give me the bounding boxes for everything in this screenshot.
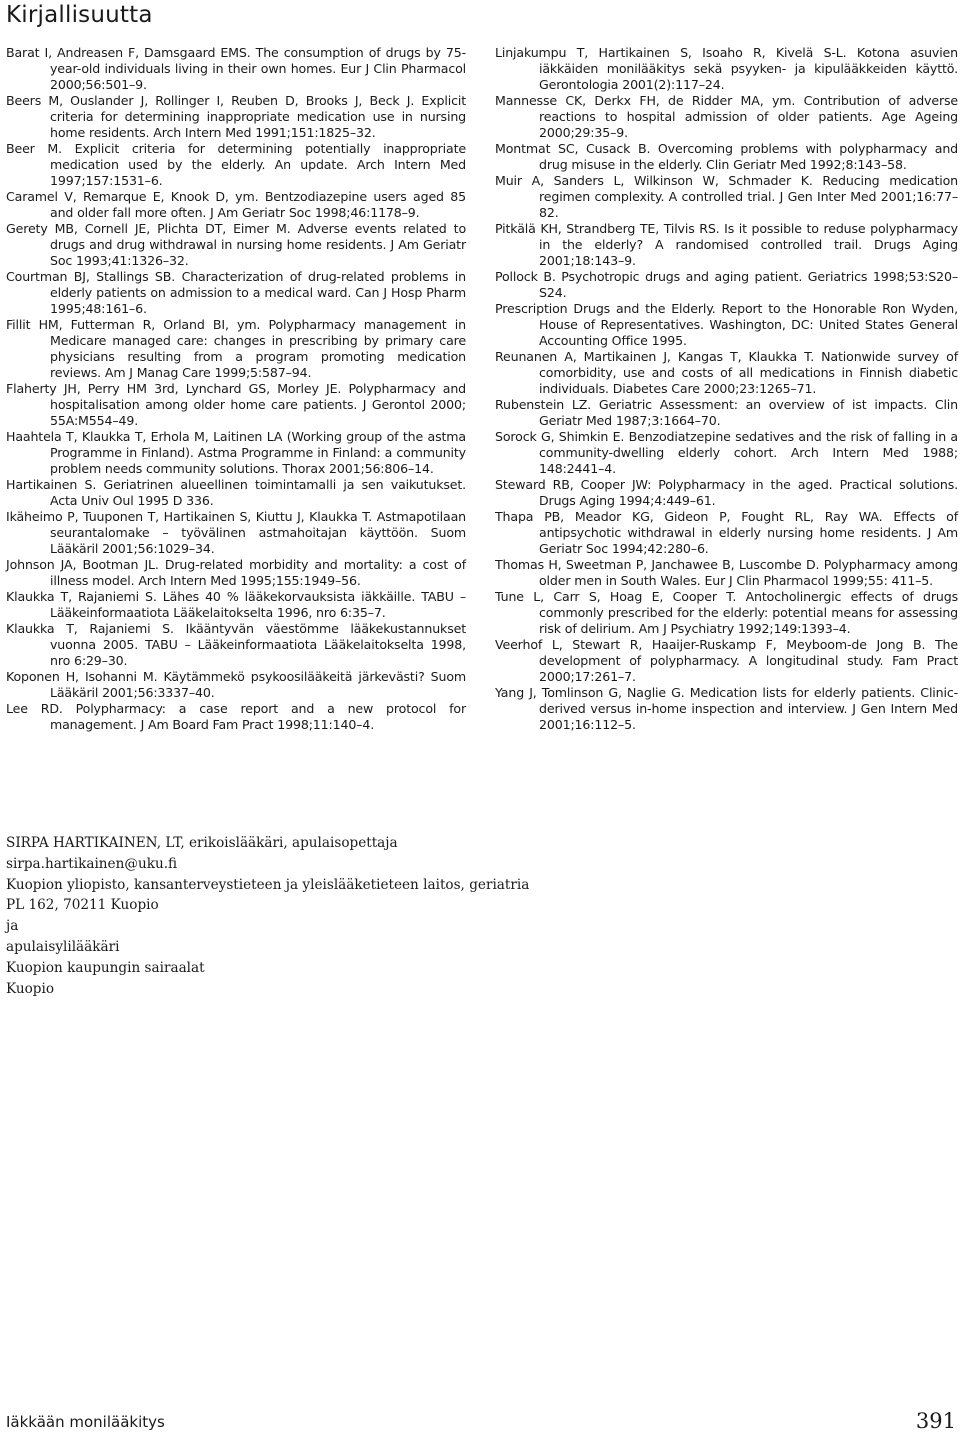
reference-item: Sorock G, Shimkin E. Benzodiatzepine sedatives and the risk of falling in a community-dwelling elderly cohort. Arch Intern Med 1988; 148:2441–4. [495, 429, 958, 476]
page-title: Kirjallisuutta [6, 2, 153, 28]
reference-item: Lee RD. Polypharmacy: a case report and a new protocol for management. J Am Board Fam Pract 1998;11:140–4. [6, 701, 466, 732]
reference-item: Courtman BJ, Stallings SB. Characterization of drug-related problems in elderly patients on admission to a medical ward. Can J Hosp Pharm 1995;48:161–6. [6, 269, 466, 316]
reference-item: Beers M, Ouslander J, Rollinger I, Reuben D, Brooks J, Beck J. Explicit criteria for determining inappropriate medication use in nursing home residents. Arch Intern Med 1991;151:1825–32. [6, 93, 466, 140]
reference-item: Mannesse CK, Derkx FH, de Ridder MA, ym. Contribution of adverse reactions to hospital admission of older patients. Age Ageing 2000;29:35–9. [495, 93, 958, 140]
reference-item: Haahtela T, Klaukka T, Erhola M, Laitinen LA (Working group of the astma Programme in Finland). Astma Programme in Finland: a community problem needs community solutions. Thorax 2001;56:806–14. [6, 429, 466, 476]
author-workplace: Kuopion kaupungin sairaalat [6, 959, 205, 976]
reference-item: Fillit HM, Futterman R, Orland BI, ym. Polypharmacy management in Medicare managed care: changes in prescribing by primary care physicians resulting from a program promoting medication reviews. Am J Manag Care 1999;5:587–94. [6, 317, 466, 380]
reference-item: Yang J, Tomlinson G, Naglie G. Medication lists for elderly patients. Clinic-derived versus in-home inspection and interview. J Gen Intern Med 2001;16:112–5. [495, 685, 958, 732]
reference-item: Ikäheimo P, Tuuponen T, Hartikainen S, Kiuttu J, Klaukka T. Astmapotilaan seurantalomake – työvälinen astmahoitajan käyttöön. Suom Lääkäril 2001;56:1029–34. [6, 509, 466, 556]
reference-item: Veerhof L, Stewart R, Haaijer-Ruskamp F, Meyboom-de Jong B. The development of polypharmacy. A longitudinal study. Fam Pract 2000;17:261–7. [495, 637, 958, 684]
reference-item: Tune L, Carr S, Hoag E, Cooper T. Antocholinergic effects of drugs commonly prescribed for the elderly: potential means for assessing risk of delirium. Am J Psychiatry 1992;149:1393–4. [495, 589, 958, 636]
author-city: Kuopio [6, 980, 55, 997]
references-right-column [495, 45, 958, 733]
reference-item: Muir A, Sanders L, Wilkinson W, Schmader K. Reducing medication regimen complexity. A controlled trial. J Gen Inter Med 2001;16:77–82. [495, 173, 958, 220]
reference-item: Prescription Drugs and the Elderly. Report to the Honorable Ron Wyden, House of Representatives. Washington, DC: United States General Accounting Office 1995. [495, 301, 958, 348]
page-number: 391 [915, 1409, 956, 1433]
reference-item: Pitkälä KH, Strandberg TE, Tilvis RS. Is it possible to reduse polypharmacy in the elderly? A randomised controlled trail. Drugs Aging 2001;18:143–9. [495, 221, 958, 268]
reference-item: Linjakumpu T, Hartikainen S, Isoaho R, Kivelä S-L. Kotona asuvien iäkkäiden monilääkitys sekä psyyken- ja kipulääkkeiden käyttö. Gerontologia 2001(2):117–24. [495, 45, 958, 92]
reference-item: Hartikainen S. Geriatrinen alueellinen toimintamalli ja sen vaikutukset. Acta Univ Oul 1995 D 336. [6, 477, 466, 508]
reference-item: Steward RB, Cooper JW: Polypharmacy in the aged. Practical solutions. Drugs Aging 1994;4:449–61. [495, 477, 958, 508]
reference-item: Montmat SC, Cusack B. Overcoming problems with polypharmacy and drug misuse in the elderly. Clin Geriatr Med 1992;8:143–58. [495, 141, 958, 172]
author-name: SIRPA HARTIKAINEN, LT, erikoislääkäri, apulaisopettaja [6, 835, 398, 851]
reference-item: Rubenstein LZ. Geriatric Assessment: an overview of ist impacts. Clin Geriatr Med 1987;3:1664–70. [495, 397, 958, 428]
reference-item: Beer M. Explicit criteria for determining potentially inappropriate medication used by the elderly. An update. Arch Intern Med 1997;157:1531–6. [6, 141, 466, 188]
author-address: PL 162, 70211 Kuopio [6, 897, 159, 914]
author-role: apulaisylilääkäri [6, 938, 120, 955]
running-footer-title: Iäkkään monilääkitys [6, 1413, 165, 1431]
reference-item: Thapa PB, Meador KG, Gideon P, Fought RL, Ray WA. Effects of antipsychotic withdrawal in elderly nursing home residents. J Am Geriatr Soc 1994;42:280–6. [495, 509, 958, 556]
reference-item: Thomas H, Sweetman P, Janchawee B, Luscombe D. Polypharmacy among older men in South Wales. Eur J Clin Pharmacol 1999;55: 411–5. [495, 557, 958, 588]
reference-item: Gerety MB, Cornell JE, Plichta DT, Eimer M. Adverse events related to drugs and drug withdrawal in nursing home residents. J Am Geriatr Soc 1993;41:1326–32. [6, 221, 466, 268]
author-info [6, 833, 566, 999]
reference-item: Koponen H, Isohanni M. Käytämmekö psykoosilääkeitä järkevästi? Suom Lääkäril 2001;56:3337–40. [6, 669, 466, 700]
reference-item: Klaukka T, Rajaniemi S. Ikääntyvän väestömme lääkekustannukset vuonna 2005. TABU – Lääkeinformaatiota Lääkelaitokselta 1998, nro 6:29–30. [6, 621, 466, 668]
reference-item: Flaherty JH, Perry HM 3rd, Lynchard GS, Morley JE. Polypharmacy and hospitalisation among older home care patients. J Gerontol 2000; 55A:M554–49. [6, 381, 466, 428]
reference-item: Pollock B. Psychotropic drugs and aging patient. Geriatrics 1998;53:S20–S24. [495, 269, 958, 300]
author-conjunction: ja [6, 918, 19, 935]
author-email: sirpa.hartikainen@uku.fi [6, 855, 178, 872]
author-affiliation: Kuopion yliopisto, kansanterveystieteen ja yleislääketieteen laitos, geriatria [6, 876, 530, 893]
reference-item: Caramel V, Remarque E, Knook D, ym. Bentzodiazepine users aged 85 and older fall more often. J Am Geriatr Soc 1998;46:1178–9. [6, 189, 466, 220]
reference-item: Johnson JA, Bootman JL. Drug-related morbidity and mortality: a cost of illness model. Arch Intern Med 1995;155:1949–56. [6, 557, 466, 588]
reference-item: Klaukka T, Rajaniemi S. Lähes 40 % lääkekorvauksista iäkkäille. TABU – Lääkeinformaatiota Lääkelaitokselta 1996, nro 6:35–7. [6, 589, 466, 620]
reference-item: Barat I, Andreasen F, Damsgaard EMS. The consumption of drugs by 75-year-old individuals living in their own homes. Eur J Clin Pharmacol 2000;56:501–9. [6, 45, 466, 92]
references-left-column [6, 45, 466, 733]
reference-item: Reunanen A, Martikainen J, Kangas T, Klaukka T. Nationwide survey of comorbidity, use and costs of all medications in Finnish diabetic individuals. Diabetes Care 2000;23:1265–71. [495, 349, 958, 396]
